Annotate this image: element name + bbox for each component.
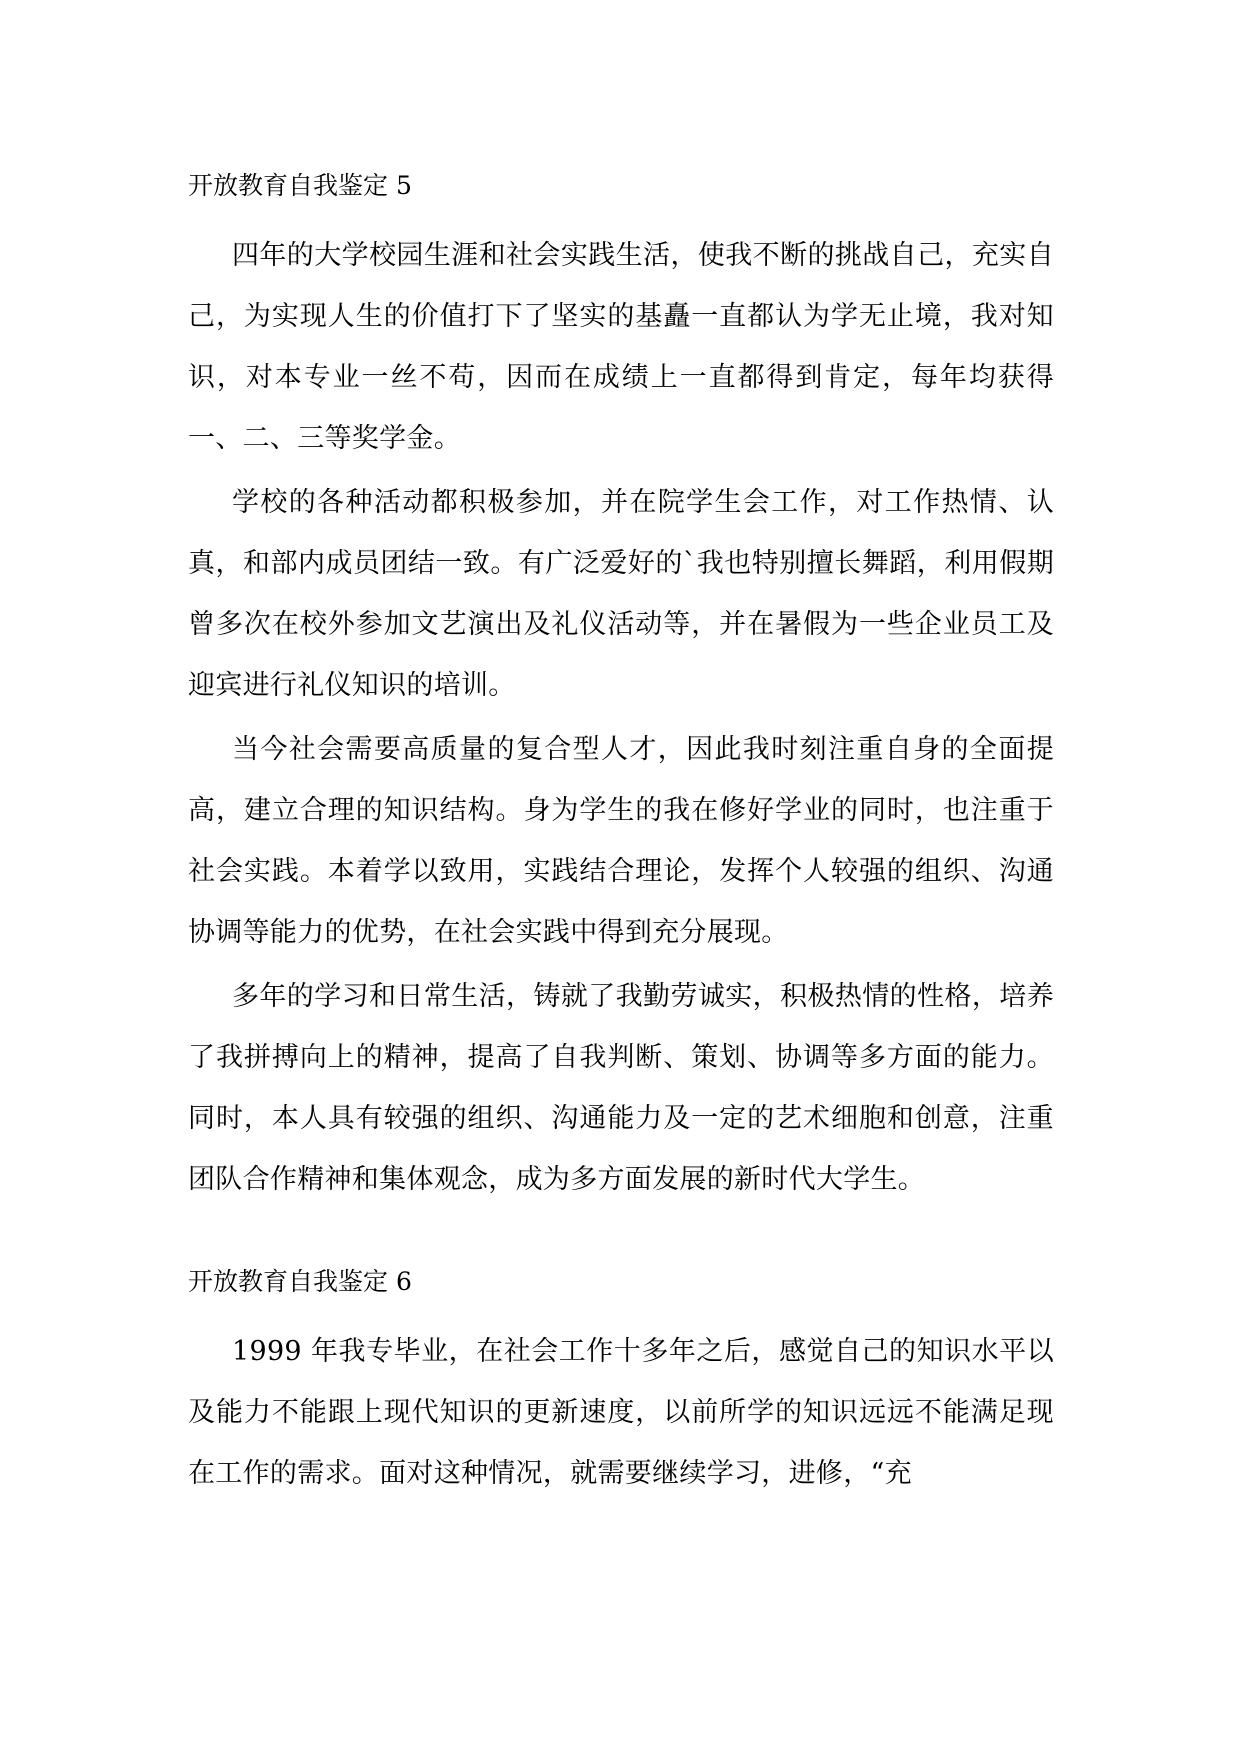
paragraph: 多年的学习和日常生活，铸就了我勤劳诚实，积极热情的性格，培养了我拼搏向上的精神，提高了自我判断、策划、协调等多方面的能力。同时，本人具有较强的组织、沟通能力及一定的艺术细胞和创意，注重团队合作精神和集体观念，成为多方面发展的新时代大学生。 [188,981,1054,1195]
section-6 [188,1262,1054,1504]
document-page [188,166,1054,1507]
section-spacer [188,1213,1054,1262]
paragraph: 四年的大学校园生涯和社会实践生活，使我不断的挑战自己，充实自己，为实现人生的价值打下了坚实的基矗一直都认为学无止境，我对知识，对本专业一丝不苟，因而在成绩上一直都得到肯定，每年均获得一、二、三等奖学金。 [188,240,1054,454]
paragraph: 当今社会需要高质量的复合型人才，因此我时刻注重自身的全面提高，建立合理的知识结构。身为学生的我在修好学业的同时，也注重于社会实践。本着学以致用，实践结合理论，发挥个人较强的组织、沟通协调等能力的优势，在社会实践中得到充分展现。 [188,734,1054,948]
section-5 [188,166,1054,1210]
section-heading: 开放教育自我鉴定 5 [188,171,412,200]
section-heading: 开放教育自我鉴定 6 [188,1267,412,1296]
paragraph: 1999 年我专毕业，在社会工作十多年之后，感觉自己的知识水平以及能力不能跟上现代知识的更新速度，以前所学的知识远远不能满足现在工作的需求。面对这种情况，就需要继续学习，进修，“充 [188,1336,1054,1489]
paragraph: 学校的各种活动都积极参加，并在院学生会工作，对工作热情、认真，和部内成员团结一致。有广泛爱好的`我也特别擅长舞蹈，利用假期曾多次在校外参加文艺演出及礼仪活动等，并在暑假为一些企业员工及迎宾进行礼仪知识的培训。 [188,487,1054,701]
